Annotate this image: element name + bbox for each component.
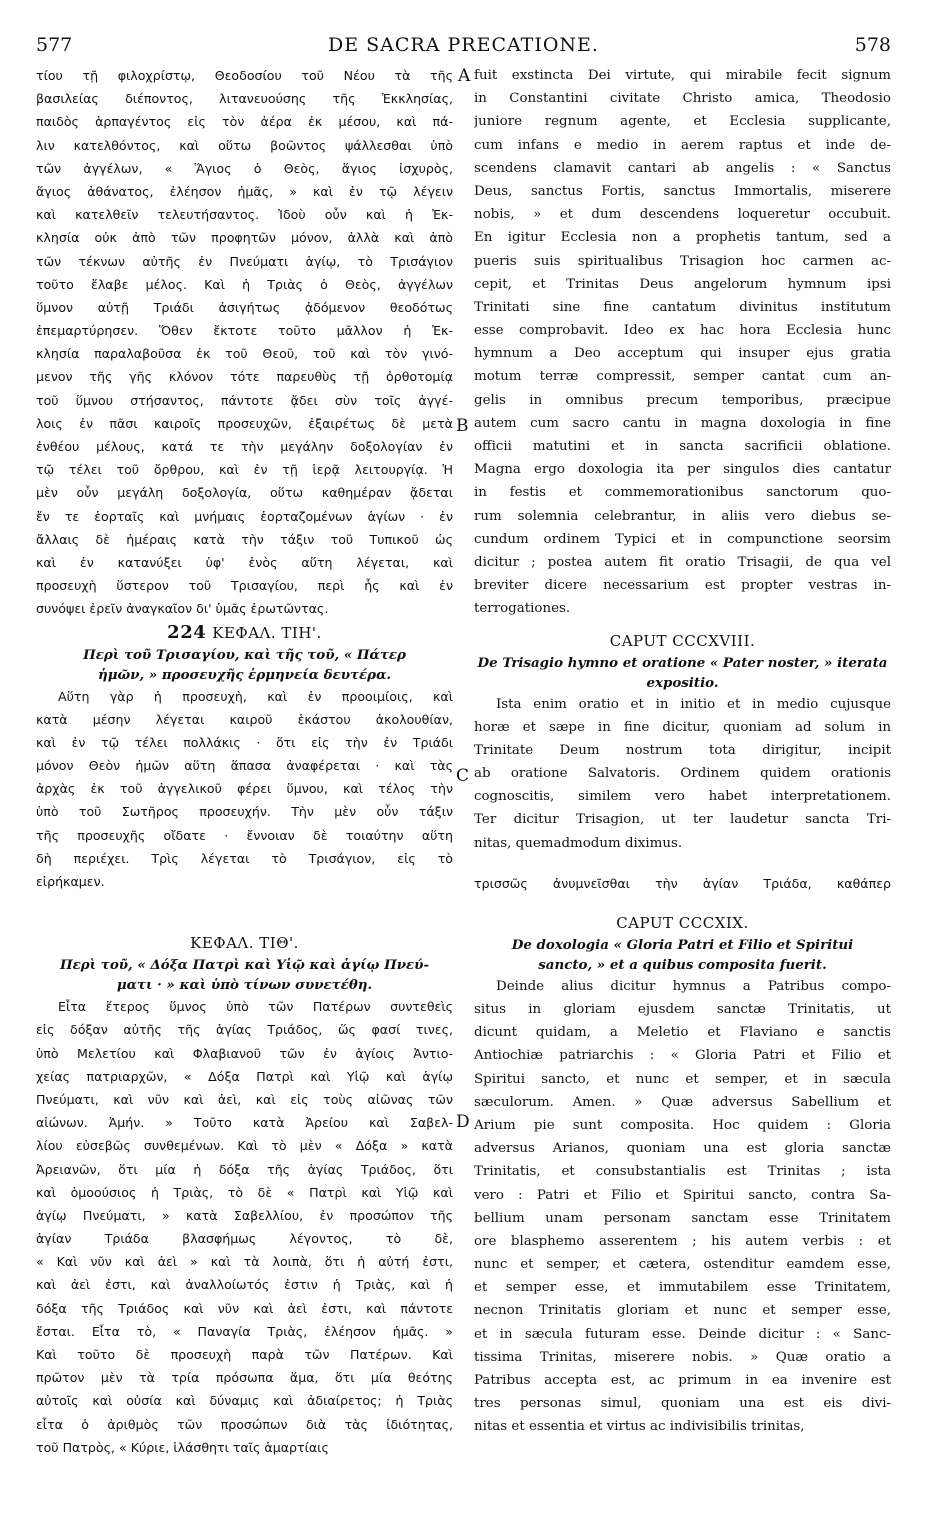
latin-text-part-2 <box>474 693 891 855</box>
text-line: κλησία παραλαβοῦσα ἐκ τοῦ Θεοῦ, τοῦ καὶ τὸν γινό- <box>36 346 453 362</box>
text-line: fuit exstincta Dei virtute, qui mirabile fecit signum <box>474 68 891 83</box>
text-line: Antiochiæ patriarchis : « Gloria Patri et Filio et <box>474 1048 891 1064</box>
text-line: Ista enim oratio et in initio et in medio cujusque <box>496 696 891 712</box>
text-line: Trinitatis, et consubstantialis est Trinitas ; ista <box>474 1164 891 1180</box>
text-line: συνόψει ἐρεῖν ἀναγκαῖον δι' ὑμᾶς ἐρωτῶντας. <box>36 601 329 617</box>
text-line: nobis, » et dum descendens loqueretur occubuit. <box>474 207 891 223</box>
text-line: καὶ ὁμοούσιος ἡ Τριὰς, τὸ δὲ « Πατρὶ καὶ Υἱῷ καὶ <box>36 1184 453 1200</box>
text-line: καὶ ἐν κατανύξει ὑφ' ἑνὸς αὕτη λέγεται, καὶ <box>36 554 453 570</box>
text-line: Trinitate Deum nostrum tota dirigitur, incipit <box>474 742 891 758</box>
text-line: Καὶ τοῦτο δὲ προσευχὴ παρὰ τῶν Πατέρων. Καὶ <box>36 1347 453 1362</box>
text-line: καὶ ἀεὶ ἐστι, καὶ ἀναλλοίωτός ἐστιν ἡ Τριὰς, καὶ ἡ <box>36 1277 453 1293</box>
text-line: μὲν οὖν μεγάλη δοξολογία, οὕτω καθημέραν ᾄδεται <box>36 485 453 501</box>
text-line: τῶν τέκνων αὐτῆς ἐν Πνεύματι ἁγίῳ, τὸ Τρισάγιον <box>36 253 453 269</box>
text-line: Deinde alius dicitur hymnus a Patribus compo- <box>496 978 891 994</box>
text-line: τῆς προσευχῆς οἴδατε · ἔννοιαν δὲ τοιαύτην αὕτη <box>36 827 453 843</box>
page-number-left: 577 <box>36 34 73 56</box>
text-line: ore blasphemo asserentem ; his autem verbis : et <box>474 1233 891 1249</box>
text-line: τῶν ἀγγέλων, « Ἅγιος ὁ Θεὸς, ἅγιος ἰσχυρὸς, <box>36 160 453 176</box>
text-line: βασιλείας διέποντος, λιτανευούσης τῆς Ἐκκλησίας, <box>36 91 453 107</box>
text-line: ἁγίῳ Πνεύματι, » κατὰ Σαβελλίου, ἐν προσώπον τῆς <box>36 1207 453 1223</box>
text-line: τίου τῇ φιλοχρίστῳ, Θεοδοσίου τοῦ Νέου τὰ τῆς <box>36 68 453 83</box>
latin-text-part-1 <box>474 64 891 621</box>
text-line: cundum ordinem Typici et in compunctione seorsim <box>474 531 891 547</box>
text-line: necnon Trinitatis gloriam et nunc et semper esse, <box>474 1303 891 1319</box>
section-number: 224 <box>167 621 207 643</box>
text-line: in festis et commemorationibus sanctorum quo- <box>474 485 891 501</box>
text-line: τοῦ ὕμνου στήσαντος, πάντοτε ᾄδει σὺν τοῖς ἀγγέ- <box>36 392 453 408</box>
text-line: πρῶτον μὲν τὰ τρία πρόσωπα ἅμα, ὅτι μία θεότης <box>36 1370 453 1386</box>
text-line: tissima Trinitas, miserere nobis. » Quæ oratio a <box>474 1349 891 1365</box>
text-line: et semper esse, et immutabilem esse Trinitatem, <box>474 1280 891 1296</box>
margin-letter-b: B <box>456 416 469 436</box>
greek-column <box>36 64 453 1459</box>
text-line: εἶτα ὁ ἀριθμὸς τῶν προσώπων διὰ τὰς ἰδιότητας, <box>36 1416 453 1432</box>
margin-letter-d: D <box>456 1112 470 1132</box>
latin-chapter-319-title-line: sancto, » et a quibus composita fuerit. <box>538 956 827 973</box>
latin-chapter-319-title-line: De doxologia « Gloria Patri et Filio et Spiritui <box>511 936 854 953</box>
page-header <box>0 34 927 60</box>
text-line: ἔσται. Εἶτα τὸ, « Παναγία Τριὰς, ἐλέησον ἡμᾶς. » <box>36 1323 453 1339</box>
text-line: ἔν τε ἑορταῖς καὶ μνήμαις ἑορταζομένων ἁγίων · ἐν <box>36 508 453 524</box>
text-line: μόνον Θεὸν ἡμῶν αὕτη ἅπασα ἀναφέρεται · καὶ τὰς <box>36 758 453 774</box>
text-line: αἰώνων. Ἀμήν. » Τοῦτο κατὰ Ἀρείου καὶ Σαβελ- <box>36 1115 453 1131</box>
greek-chapter-319-title-line: Περὶ τοῦ, « Δόξα Πατρὶ καὶ Υἱῷ καὶ ἁγίῳ Πνεύ- <box>59 957 430 974</box>
text-line: sæculorum. Amen. » Quæ adversus Sabellium et <box>474 1094 891 1110</box>
text-line: situs in gloriam ejusdem sanctæ Trinitatis, ut <box>474 1002 891 1017</box>
text-line: et in sæcula futuram esse. Deinde dicitur : « Sanc- <box>474 1326 891 1342</box>
page-number-right: 578 <box>854 34 891 56</box>
text-line: ὕμνον αὐτῇ Τριάδι ἀσιγήτως ᾀδόμενον θεοδότως <box>36 299 453 315</box>
text-line: motum terræ compressit, semper cantat cum an- <box>474 369 891 385</box>
text-line: pueris suis spiritualibus Trisagion hoc carmen ac- <box>474 253 891 269</box>
text-line: Magna ergo doxologia ita per singulos dies cantatur <box>474 462 891 478</box>
text-line: Spiritui sancto, et nunc et semper, et in sæcula <box>474 1071 891 1087</box>
text-line: ἐνθέου μέλους, κατά τε τὴν μεγάλην δοξολογίαν ἐν <box>36 439 453 454</box>
margin-letter-c: C <box>456 766 470 786</box>
greek-chapter-318-title-line: ἡμῶν, » προσευχῆς ἑρμηνεία δευτέρα. <box>97 666 392 683</box>
text-line: Ter dicitur Trisagion, ut ter laudetur sancta Tri- <box>474 812 891 828</box>
text-line: breviter dicere necessarium est propter vestras in- <box>474 578 891 594</box>
text-line: λοις ἐν πᾶσι καιροῖς προσευχῶν, ἐξαιρέτως δὲ μετὰ <box>36 415 453 431</box>
text-line: tres personas simul, quoniam una est eis divi- <box>474 1396 891 1412</box>
text-line: hymnum a Deo acceptum qui insuper ejus gratia <box>474 346 891 362</box>
text-line: rum solemnia celebrantur, in aliis vero diebus se- <box>474 508 891 524</box>
text-line: ἀρχὰς ἐκ τοῦ ἀγγελικοῦ φέρει ὕμνου, καὶ τέλος τὴν <box>36 781 453 797</box>
text-line: horæ et sæpe in fine dicitur, quoniam ad solum in <box>474 719 891 735</box>
text-line: vero : Patri et Filio et Spiritui sancto, contra Sa- <box>474 1187 891 1203</box>
text-line: δόξα τῆς Τριάδος καὶ νῦν καὶ ἀεὶ ἐστι, καὶ πάντοτε <box>36 1300 453 1316</box>
text-line: officii matutini et in sancta sacrificii oblatione. <box>474 439 891 454</box>
text-line: cognoscitis, similem vero habet interpretationem. <box>474 789 891 805</box>
text-line: bellium unam personam sanctam esse Trinitatem <box>474 1210 891 1226</box>
text-line: ἅγιος ἀθάνατος, ἐλέησον ἡμᾶς, » καὶ ἐν τῷ λέγειν <box>36 183 453 199</box>
text-line: adversus Arianos, quoniam una est gloria sanctæ <box>474 1141 891 1157</box>
text-line: κλησία οὐκ ἀπὸ τῶν προφητῶν μόνον, ἀλλὰ καὶ ἀπὸ <box>36 230 453 246</box>
latin-chapter-318-title-line: expositio. <box>646 674 719 691</box>
greek-chapter-318-heading: 224 ΚΕΦΑΛ. ΤΙΗ'. <box>167 621 322 643</box>
text-line: Αὕτη γὰρ ἡ προσευχὴ, καὶ ἐν προοιμίοις, καὶ <box>58 688 453 704</box>
running-title: DE SACRA PRECATIONE. <box>328 34 599 56</box>
text-line: dicitur ; postea autem fit oratio Trisagii, de qua vel <box>474 554 891 570</box>
greek-text-part-2 <box>36 685 453 894</box>
text-line: κατὰ μέσην λέγεται καιροῦ ἑκάστου ἀκολουθίαν, <box>36 711 453 727</box>
greek-chapter-319-heading: ΚΕΦΑΛ. ΤΙΘ'. <box>190 934 299 953</box>
text-line: τοῦτο ἔλαβε μέλος. Καὶ ἡ Τριὰς ὁ Θεὸς, ἀγγέλων <box>36 276 453 292</box>
greek-text-part-1 <box>36 64 453 621</box>
text-line: Εἶτα ἕτερος ὕμνος ὑπὸ τῶν Πατέρων συντεθεὶς <box>58 999 453 1015</box>
text-line: dicunt quidam, a Meletio et Flaviano e sanctis <box>474 1025 891 1041</box>
latin-column <box>474 64 891 1439</box>
text-line: nunc et semper, et cætera, ostenditur eamdem esse, <box>474 1257 891 1273</box>
text-line: ὑπὸ τοῦ Σωτῆρος προσευχήν. Τὴν μὲν οὖν τάξιν <box>36 804 453 820</box>
text-line: En igitur Ecclesia non a prophetis tantum, sed a <box>474 230 891 246</box>
latin-text-part-3 <box>474 975 891 1439</box>
latin-chapter-318-heading: CAPUT CCCXVIII. <box>609 631 756 650</box>
text-line: Trinitati sine fine cantatum divinitus institutum <box>474 299 891 315</box>
text-line: nitas, quemadmodum diximus. <box>474 835 683 851</box>
text-line: καὶ κατελθεῖν τελευτήσαντος. Ἰδοὺ οὖν καὶ ἡ Ἐκ- <box>36 207 453 223</box>
text-line: εἰρήκαμεν. <box>36 874 105 889</box>
text-line: Arium pie sunt composita. Hoc quidem : Gloria <box>474 1117 891 1133</box>
text-line: ἐπεμαρτύρησεν. Ὅθεν ἔκτοτε τοῦτο μᾶλλον ἡ Ἐκ- <box>36 323 453 339</box>
text-line: cepit, et Trinitas Deus angelorum hymnum ipsi <box>474 276 891 292</box>
text-line: ἁγίαν Τριάδα βλασφήμως λέγοντος, τὸ δὲ, <box>36 1231 453 1247</box>
text-line: gelis in omnibus precum temporibus, præcipue <box>474 392 891 408</box>
text-line: scendens clamavit cantari ab angelis : « Sanctus <box>474 160 891 176</box>
text-line: τῷ τέλει τοῦ ὄρθρου, καὶ ἐν τῇ ἱερᾷ λειτουργίᾳ. Ἡ <box>36 462 453 478</box>
text-line: ἄλλαις δὲ ἡμέραις κατὰ τὴν τάξιν τοῦ Τυπικοῦ ὡς <box>36 531 453 547</box>
latin-chapter-318-title-line: De Trisagio hymno et oratione « Pater noster, » iterata <box>477 654 888 671</box>
text-line: autem cum sacro cantu in magna doxologia in fine <box>474 415 891 431</box>
text-line: εἰς δόξαν αὐτῆς τῆς ἁγίας Τριάδος, ὥς φασί τινες, <box>36 1022 453 1038</box>
text-line: παιδὸς ἁρπαγέντος εἰς τὸν ἀέρα ἐκ μέσου, καὶ πά- <box>36 114 453 130</box>
text-line: μενον τῆς γῆς κλόνον τότε παρευθὺς τῇ ὀρθοτομίᾳ <box>36 369 453 385</box>
latin-chapter-319-heading: CAPUT CCCXIX. <box>616 913 749 932</box>
text-line: esse comprobavit. Ideo ex hac hora Ecclesia hunc <box>474 323 891 339</box>
text-line: cum infans e medio in aerem raptus et inde de- <box>474 137 891 153</box>
text-line: juniore regnum agente, et Ecclesia supplicante, <box>474 114 891 130</box>
text-line: ab oratione Salvatoris. Ordinem quidem orationis <box>474 766 891 782</box>
text-line: προσευχὴ ὕστερον τοῦ Τρισαγίου, περὶ ἧς καὶ ἐν <box>36 578 453 594</box>
greek-chapter-319-title-line: ματι · » καὶ ὑπὸ τίνων συνετέθη. <box>116 977 373 994</box>
text-line: ὑπὸ Μελετίου καὶ Φλαβιανοῦ τῶν ἐν ἁγίοις Ἀντιο- <box>36 1045 453 1061</box>
text-line: Πνεύματι, καὶ νῦν καὶ ἀεὶ, καὶ εἰς τοὺς αἰῶνας τῶν <box>36 1091 453 1107</box>
text-line: καὶ ἐν τῷ τέλει πολλάκις · ὅτι εἰς τὴν ἐν Τριάδι <box>36 734 453 750</box>
bridge-line <box>36 872 891 895</box>
margin-letter-a: A <box>458 66 471 86</box>
text-line: λίου εὐσεβῶς συνθεμένων. Καὶ τὸ μὲν « Δόξα » κατὰ <box>36 1138 453 1154</box>
text-line: « Καὶ νῦν καὶ ἀεὶ » καὶ τὰ λοιπὰ, ὅτι ἡ αὐτή ἐστι, <box>36 1254 453 1270</box>
greek-bridge-text: τρισσῶς ἀνυμνεῖσθαι τὴν ἁγίαν Τριάδα, καθάπερ <box>474 876 891 891</box>
greek-chapter-318-title-line: Περὶ τοῦ Τρισαγίου, καὶ τῆς τοῦ, « Πάτερ <box>83 646 406 663</box>
text-line: Deus, sanctus Fortis, sanctus Immortalis, miserere <box>474 183 891 199</box>
text-line: χείας πατριαρχῶν, « Δόξα Πατρὶ καὶ Υἱῷ καὶ ἁγίῳ <box>36 1068 453 1084</box>
text-line: λιν κατελθόντος, καὶ οὕτω βοῶντος ψάλλεσθαι ὑπὸ <box>36 137 453 153</box>
greek-text-part-3 <box>36 995 453 1459</box>
text-line: Patribus accepta est, ac primum in ea invenire est <box>474 1373 891 1388</box>
text-line: Ἀρειανῶν, ὅτι μία ἡ δόξα τῆς ἁγίας Τριάδος, ὅτι <box>36 1161 453 1177</box>
text-line: in Constantini civitate Christo amica, Theodosio <box>474 91 891 107</box>
text-line: αὐτοῖς καὶ οὐσία καὶ δύναμις καὶ ἀδιαίρετος; ἡ Τριὰς <box>36 1393 453 1409</box>
text-line: nitas et essentia et virtus ac indivisibilis trinitas, <box>474 1419 805 1435</box>
text-line: δὴ περιέχει. Τρὶς λέγεται τὸ Τρισάγιον, εἰς τὸ <box>36 850 453 866</box>
text-line: τοῦ Πατρὸς, « Κύριε, ἱλάσθητι ταῖς ἁμαρτίαις <box>36 1439 329 1455</box>
text-line: terrogationes. <box>474 601 571 617</box>
